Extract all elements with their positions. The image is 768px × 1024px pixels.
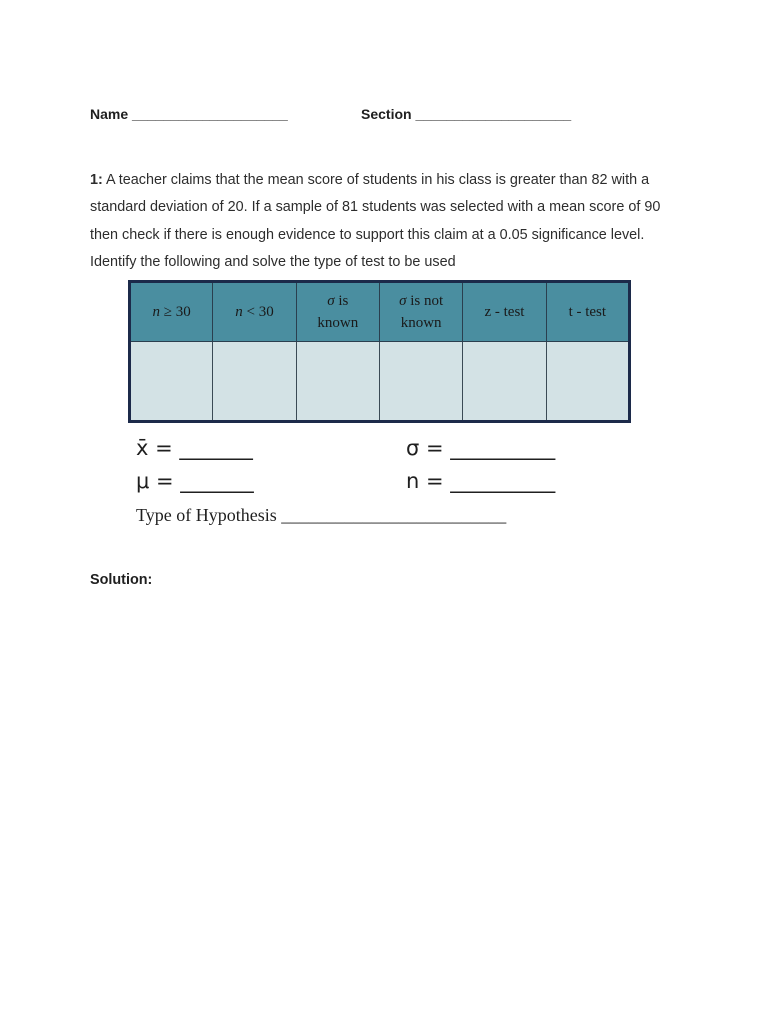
question-1 [90,167,690,276]
answer-cell-z-test[interactable] [463,342,546,422]
section-label: Section [361,106,412,122]
hypothesis-label: Type of Hypothesis [136,505,282,525]
answer-cell-n-small[interactable] [213,342,296,422]
solution-label: Solution: [90,572,153,588]
name-field[interactable] [90,106,288,122]
answer-cell-t-test[interactable] [546,342,629,422]
n-field[interactable]: n = __________ [406,469,556,493]
header-n-large: n ≥ 30 [130,282,213,342]
name-label: Name [90,106,129,122]
header-sigma-not-known: σ is not known [379,282,462,342]
answer-cell-sigma-known[interactable] [296,342,379,422]
mu-field[interactable]: μ = _______ [136,469,254,493]
xbar-field[interactable]: x̄ = _______ [136,436,253,460]
header-row [90,106,690,126]
question-number: 1: [90,172,103,188]
question-text: A teacher claims that the mean score of students in his class is greater than 82 with a standard deviation of 20. If a sample of 81 students was selected with a mean score of 90 then check if there is enough evidence to support this claim at a 0.05 significance level. Identify the following and solve the type of test to be used [90,172,661,270]
hypothesis-field[interactable] [136,505,506,526]
header-z-test: z - test [463,282,546,342]
header-t-test: t - test [546,282,629,342]
answer-cell-n-large[interactable] [130,342,213,422]
section-field[interactable] [361,106,571,122]
test-identification-table [128,280,631,423]
header-n-small: n < 30 [213,282,296,342]
table-answer-row [130,342,630,422]
answer-cell-sigma-not-known[interactable] [379,342,462,422]
header-sigma-known: σ is known [296,282,379,342]
sigma-field[interactable]: σ = __________ [406,436,556,460]
section-blank[interactable]: ____________________ [415,106,572,122]
hypothesis-blank[interactable]: _________________________ [281,505,507,525]
table-header-row [130,282,630,342]
name-blank[interactable]: ____________________ [132,106,288,122]
